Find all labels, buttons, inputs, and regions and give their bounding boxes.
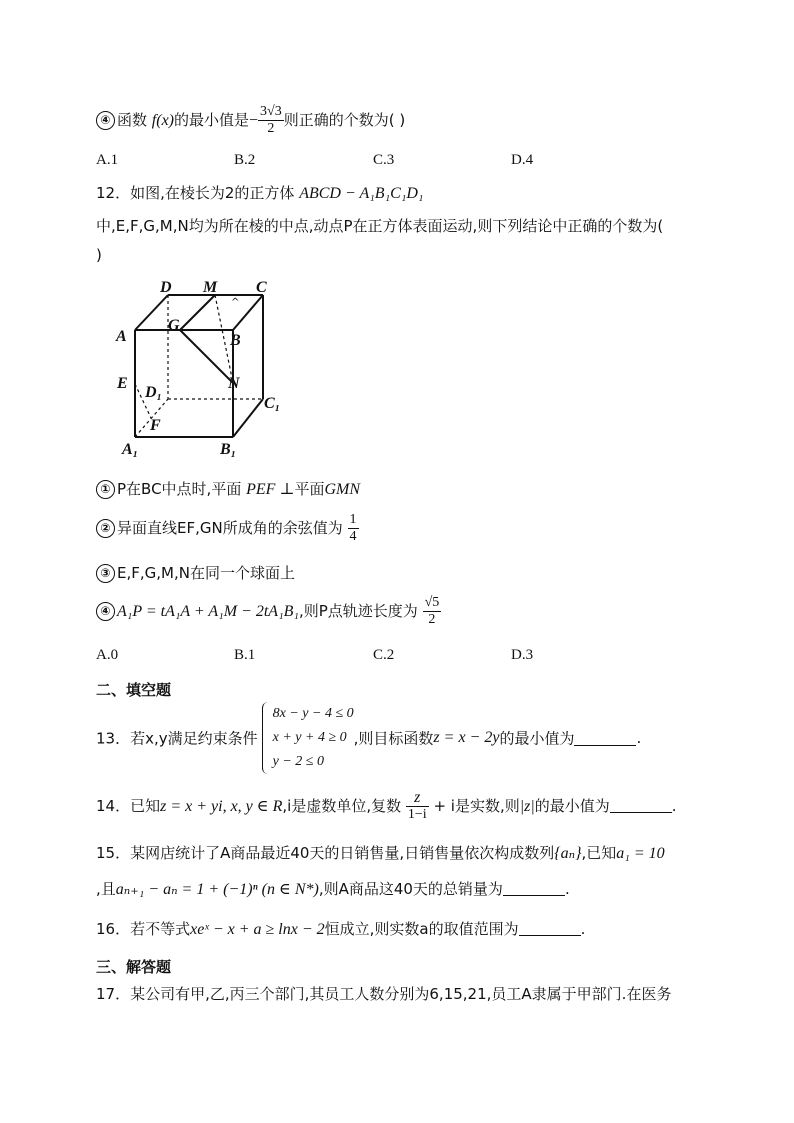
q12-stem-line1: 12．如图,在棱长为2的正方体 ABCD − A₁B₁C₁D₁ xyxy=(96,184,424,202)
section-solutions: 三、解答题 xyxy=(96,958,172,976)
label-m: M xyxy=(203,279,218,296)
label-d1: D₁ xyxy=(145,384,163,401)
circled-number: ② xyxy=(96,519,115,538)
label-n: N xyxy=(228,375,240,392)
label-c1: C₁ xyxy=(264,395,281,412)
label-c: C xyxy=(256,279,267,296)
answer-blank[interactable] xyxy=(610,798,672,813)
q14: 14．已知z = x + yi, x, y ∈ R,i是虚数单位,复数 $\frac{z}{1-i}$ + i是实数,则|z|的最小值为 . xyxy=(96,789,677,822)
q11-option-b[interactable]: B.2 xyxy=(234,152,256,168)
cube-figure xyxy=(108,274,298,462)
q11-option-a[interactable]: A.1 xyxy=(96,152,119,168)
svg-text:^: ^ xyxy=(231,297,240,308)
circled-number: ④ xyxy=(96,602,115,621)
fraction: $\frac{√5}{2}$ xyxy=(424,595,440,627)
answer-blank[interactable] xyxy=(574,731,636,746)
section-fill-in: 二、填空题 xyxy=(96,681,172,699)
label-f: F xyxy=(150,417,161,434)
fraction: $\frac{3√3}{2}$ xyxy=(260,104,282,136)
fraction: $\frac{z}{1-i}$ xyxy=(407,789,427,822)
q16: 16．若不等式xeˣ − x + a ≥ lnx − 2恒成立,则实数a的取值范围为 . xyxy=(96,920,586,938)
q11-option-d[interactable]: D.4 xyxy=(511,152,534,168)
q12-option-c[interactable]: C.2 xyxy=(373,647,395,663)
q12-stem-line2: 中,E,F,G,M,N均为所在棱的中点,动点P在正方体表面运动,则下列结论中正确的个数为( xyxy=(96,217,664,235)
q12-statement-4: ④ A₁P = tA₁A + A₁M − 2tA₁B₁,则P点轨迹长度为 $\frac{√5}{2}$ xyxy=(96,595,441,628)
q12-option-a[interactable]: A.0 xyxy=(96,647,119,663)
q13: 13．若x,y满足约束条件 8x − y − 4 ≤ 0 x + y + 4 ≥ 0 y − 2 ≤ 0 ,则目标函数z = x − 2y的最小值为 . xyxy=(96,702,641,774)
circled-number: ④ xyxy=(96,111,115,130)
q17-stem: 17．某公司有甲,乙,丙三个部门,其员工人数分别为6,15,21,员工A隶属于甲部门.在医务 xyxy=(96,985,672,1003)
q12-stem-line3: ) xyxy=(96,246,102,264)
q12-option-d[interactable]: D.3 xyxy=(511,647,534,663)
answer-blank[interactable] xyxy=(519,921,581,936)
label-b1: B₁ xyxy=(220,441,237,458)
answer-blank[interactable] xyxy=(503,881,565,896)
circled-number: ① xyxy=(96,480,115,499)
label-a1: A₁ xyxy=(122,441,139,458)
fraction: $\frac{1}{4}$ xyxy=(349,512,357,544)
q12-option-b[interactable]: B.1 xyxy=(234,647,256,663)
q11-option-c[interactable]: C.3 xyxy=(373,152,395,168)
label-b: B xyxy=(230,332,241,349)
label-a: A xyxy=(116,328,127,345)
label-g: G xyxy=(168,317,180,334)
q11-statement-4: ④ 函数 f(x)的最小值是− $\frac{3√3}{2}$ 则正确的个数为( ) xyxy=(96,104,405,137)
constraint-system: 8x − y − 4 ≤ 0 x + y + 4 ≥ 0 y − 2 ≤ 0 xyxy=(262,702,354,774)
label-e: E xyxy=(117,375,128,392)
q15-line2: ,且aₙ₊₁ − aₙ = 1 + (−1)ⁿ (n ∈ N*),则A商品这40天的总销量为 . xyxy=(96,880,570,898)
q12-statement-3: ③ E,F,G,M,N在同一个球面上 xyxy=(96,562,295,583)
circled-number: ③ xyxy=(96,564,115,583)
q15-line1: 15．某网店统计了A商品最近40天的日销售量,日销售量依次构成数列{aₙ},已知a₁ = 10 xyxy=(96,844,665,862)
label-d: D xyxy=(160,279,172,296)
q12-statement-1: ① P在BC中点时,平面 PEF ⊥平面GMN xyxy=(96,478,360,499)
q12-statement-2: ② 异面直线EF,GN所成角的余弦值为 $\frac{1}{4}$ xyxy=(96,512,359,545)
